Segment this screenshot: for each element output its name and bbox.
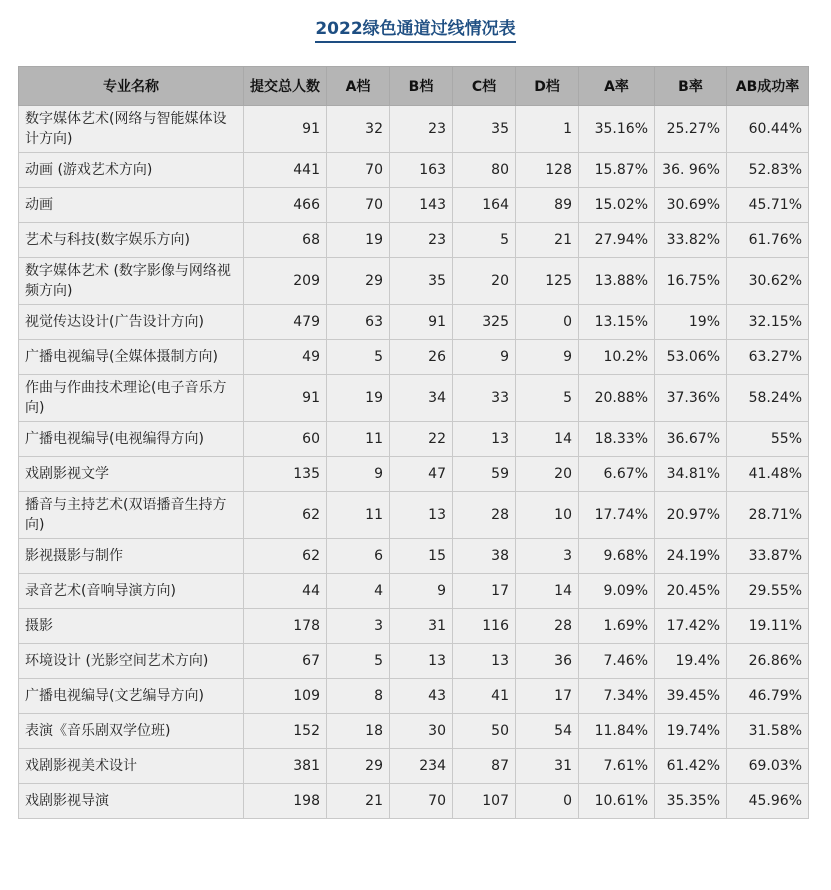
a-count-cell: 5: [327, 340, 390, 375]
col-header-major: 专业名称: [19, 67, 244, 106]
b-rate-cell: 37.36%: [655, 375, 727, 422]
b-count-cell: 234: [390, 749, 453, 784]
ab-rate-cell: 55%: [727, 422, 809, 457]
total-cell: 68: [244, 223, 327, 258]
total-cell: 209: [244, 258, 327, 305]
c-count-cell: 87: [453, 749, 516, 784]
c-count-cell: 20: [453, 258, 516, 305]
major-cell: 戏剧影视美术设计: [19, 749, 244, 784]
d-count-cell: 3: [516, 539, 579, 574]
d-count-cell: 125: [516, 258, 579, 305]
total-cell: 67: [244, 644, 327, 679]
a-rate-cell: 7.34%: [579, 679, 655, 714]
major-cell: 戏剧影视文学: [19, 457, 244, 492]
table-row: [19, 749, 809, 784]
col-header-total: 提交总人数: [244, 67, 327, 106]
a-rate-cell: 10.2%: [579, 340, 655, 375]
d-count-cell: 17: [516, 679, 579, 714]
d-count-cell: 10: [516, 492, 579, 539]
ab-rate-cell: 30.62%: [727, 258, 809, 305]
c-count-cell: 13: [453, 644, 516, 679]
d-count-cell: 20: [516, 457, 579, 492]
b-count-cell: 143: [390, 188, 453, 223]
total-cell: 135: [244, 457, 327, 492]
ab-rate-cell: 52.83%: [727, 153, 809, 188]
total-cell: 60: [244, 422, 327, 457]
ab-rate-cell: 63.27%: [727, 340, 809, 375]
table-row: [19, 644, 809, 679]
a-count-cell: 63: [327, 305, 390, 340]
c-count-cell: 13: [453, 422, 516, 457]
b-count-cell: 23: [390, 106, 453, 153]
d-count-cell: 0: [516, 784, 579, 819]
b-rate-cell: 35.35%: [655, 784, 727, 819]
major-cell: 作曲与作曲技术理论(电子音乐方向): [19, 375, 244, 422]
ab-rate-cell: 29.55%: [727, 574, 809, 609]
major-cell: 视觉传达设计(广告设计方向): [19, 305, 244, 340]
b-rate-cell: 16.75%: [655, 258, 727, 305]
c-count-cell: 325: [453, 305, 516, 340]
a-rate-cell: 18.33%: [579, 422, 655, 457]
c-count-cell: 41: [453, 679, 516, 714]
ab-rate-cell: 45.71%: [727, 188, 809, 223]
a-count-cell: 5: [327, 644, 390, 679]
total-cell: 49: [244, 340, 327, 375]
col-header-ab-rate: AB成功率: [727, 67, 809, 106]
c-count-cell: 9: [453, 340, 516, 375]
a-rate-cell: 7.46%: [579, 644, 655, 679]
d-count-cell: 0: [516, 305, 579, 340]
total-cell: 152: [244, 714, 327, 749]
total-cell: 198: [244, 784, 327, 819]
total-cell: 479: [244, 305, 327, 340]
ab-rate-cell: 41.48%: [727, 457, 809, 492]
a-count-cell: 4: [327, 574, 390, 609]
table-row: [19, 574, 809, 609]
d-count-cell: 14: [516, 422, 579, 457]
d-count-cell: 5: [516, 375, 579, 422]
b-count-cell: 91: [390, 305, 453, 340]
major-cell: 播音与主持艺术(双语播音生持方向): [19, 492, 244, 539]
ab-rate-cell: 26.86%: [727, 644, 809, 679]
a-count-cell: 9: [327, 457, 390, 492]
a-count-cell: 8: [327, 679, 390, 714]
total-cell: 62: [244, 539, 327, 574]
b-count-cell: 70: [390, 784, 453, 819]
a-count-cell: 70: [327, 188, 390, 223]
total-cell: 178: [244, 609, 327, 644]
a-count-cell: 19: [327, 375, 390, 422]
a-rate-cell: 6.67%: [579, 457, 655, 492]
b-count-cell: 23: [390, 223, 453, 258]
table-body: [19, 106, 809, 819]
a-rate-cell: 15.02%: [579, 188, 655, 223]
a-rate-cell: 11.84%: [579, 714, 655, 749]
a-rate-cell: 13.88%: [579, 258, 655, 305]
a-count-cell: 18: [327, 714, 390, 749]
b-count-cell: 13: [390, 644, 453, 679]
b-rate-cell: 20.97%: [655, 492, 727, 539]
a-rate-cell: 35.16%: [579, 106, 655, 153]
b-rate-cell: 30.69%: [655, 188, 727, 223]
total-cell: 381: [244, 749, 327, 784]
major-cell: 广播电视编导(文艺编导方向): [19, 679, 244, 714]
ab-rate-cell: 19.11%: [727, 609, 809, 644]
d-count-cell: 1: [516, 106, 579, 153]
col-header-a: A档: [327, 67, 390, 106]
b-count-cell: 34: [390, 375, 453, 422]
major-cell: 摄影: [19, 609, 244, 644]
b-count-cell: 35: [390, 258, 453, 305]
total-cell: 441: [244, 153, 327, 188]
a-rate-cell: 10.61%: [579, 784, 655, 819]
pass-rate-table: [18, 66, 809, 819]
col-header-b: B档: [390, 67, 453, 106]
b-count-cell: 26: [390, 340, 453, 375]
b-count-cell: 163: [390, 153, 453, 188]
major-cell: 数字媒体艺术 (数字影像与网络视频方向): [19, 258, 244, 305]
table-row: [19, 609, 809, 644]
a-count-cell: 11: [327, 492, 390, 539]
total-cell: 44: [244, 574, 327, 609]
col-header-d: D档: [516, 67, 579, 106]
table-row: [19, 539, 809, 574]
d-count-cell: 54: [516, 714, 579, 749]
table-row: [19, 188, 809, 223]
c-count-cell: 5: [453, 223, 516, 258]
d-count-cell: 128: [516, 153, 579, 188]
ab-rate-cell: 28.71%: [727, 492, 809, 539]
ab-rate-cell: 60.44%: [727, 106, 809, 153]
d-count-cell: 21: [516, 223, 579, 258]
a-count-cell: 29: [327, 258, 390, 305]
col-header-b-rate: B率: [655, 67, 727, 106]
ab-rate-cell: 45.96%: [727, 784, 809, 819]
table-row: [19, 340, 809, 375]
a-count-cell: 32: [327, 106, 390, 153]
c-count-cell: 35: [453, 106, 516, 153]
total-cell: 109: [244, 679, 327, 714]
a-rate-cell: 17.74%: [579, 492, 655, 539]
major-cell: 录音艺术(音响导演方向): [19, 574, 244, 609]
table-row: [19, 784, 809, 819]
total-cell: 62: [244, 492, 327, 539]
b-rate-cell: 39.45%: [655, 679, 727, 714]
major-cell: 戏剧影视导演: [19, 784, 244, 819]
ab-rate-cell: 46.79%: [727, 679, 809, 714]
b-rate-cell: 53.06%: [655, 340, 727, 375]
c-count-cell: 80: [453, 153, 516, 188]
c-count-cell: 17: [453, 574, 516, 609]
b-count-cell: 15: [390, 539, 453, 574]
major-cell: 环境设计 (光影空间艺术方向): [19, 644, 244, 679]
b-rate-cell: 24.19%: [655, 539, 727, 574]
c-count-cell: 116: [453, 609, 516, 644]
table-row: [19, 223, 809, 258]
a-count-cell: 21: [327, 784, 390, 819]
a-count-cell: 19: [327, 223, 390, 258]
major-cell: 表演《音乐剧双学位班): [19, 714, 244, 749]
table-row: [19, 492, 809, 539]
header-row: [19, 67, 809, 106]
table-row: [19, 375, 809, 422]
major-cell: 广播电视编导(电视编得方向): [19, 422, 244, 457]
a-rate-cell: 27.94%: [579, 223, 655, 258]
c-count-cell: 164: [453, 188, 516, 223]
b-rate-cell: 19%: [655, 305, 727, 340]
b-rate-cell: 61.42%: [655, 749, 727, 784]
total-cell: 91: [244, 375, 327, 422]
b-count-cell: 31: [390, 609, 453, 644]
d-count-cell: 28: [516, 609, 579, 644]
a-count-cell: 70: [327, 153, 390, 188]
d-count-cell: 36: [516, 644, 579, 679]
major-cell: 数字媒体艺术(网络与智能媒体设计方向): [19, 106, 244, 153]
b-rate-cell: 17.42%: [655, 609, 727, 644]
b-rate-cell: 33.82%: [655, 223, 727, 258]
c-count-cell: 59: [453, 457, 516, 492]
d-count-cell: 89: [516, 188, 579, 223]
major-cell: 动画 (游戏艺术方向): [19, 153, 244, 188]
b-count-cell: 43: [390, 679, 453, 714]
ab-rate-cell: 31.58%: [727, 714, 809, 749]
a-rate-cell: 9.68%: [579, 539, 655, 574]
a-rate-cell: 1.69%: [579, 609, 655, 644]
b-count-cell: 30: [390, 714, 453, 749]
table-row: [19, 422, 809, 457]
table-row: [19, 305, 809, 340]
b-count-cell: 47: [390, 457, 453, 492]
table-row: [19, 258, 809, 305]
major-cell: 影视摄影与制作: [19, 539, 244, 574]
major-cell: 广播电视编导(全媒体摄制方向): [19, 340, 244, 375]
ab-rate-cell: 69.03%: [727, 749, 809, 784]
ab-rate-cell: 61.76%: [727, 223, 809, 258]
b-rate-cell: 36. 96%: [655, 153, 727, 188]
b-rate-cell: 20.45%: [655, 574, 727, 609]
c-count-cell: 33: [453, 375, 516, 422]
table-row: [19, 153, 809, 188]
b-count-cell: 13: [390, 492, 453, 539]
b-rate-cell: 34.81%: [655, 457, 727, 492]
b-rate-cell: 19.4%: [655, 644, 727, 679]
c-count-cell: 28: [453, 492, 516, 539]
a-rate-cell: 13.15%: [579, 305, 655, 340]
title-container: [0, 0, 831, 38]
c-count-cell: 107: [453, 784, 516, 819]
d-count-cell: 14: [516, 574, 579, 609]
a-count-cell: 6: [327, 539, 390, 574]
ab-rate-cell: 32.15%: [727, 305, 809, 340]
page-title: 2022绿色通道过线情况表: [315, 14, 515, 43]
table-row: [19, 679, 809, 714]
table-row: [19, 457, 809, 492]
ab-rate-cell: 58.24%: [727, 375, 809, 422]
a-rate-cell: 20.88%: [579, 375, 655, 422]
col-header-c: C档: [453, 67, 516, 106]
d-count-cell: 9: [516, 340, 579, 375]
a-rate-cell: 15.87%: [579, 153, 655, 188]
col-header-a-rate: A率: [579, 67, 655, 106]
major-cell: 动画: [19, 188, 244, 223]
a-count-cell: 3: [327, 609, 390, 644]
major-cell: 艺术与科技(数字娱乐方向): [19, 223, 244, 258]
b-count-cell: 9: [390, 574, 453, 609]
a-rate-cell: 7.61%: [579, 749, 655, 784]
table-row: [19, 714, 809, 749]
c-count-cell: 50: [453, 714, 516, 749]
total-cell: 91: [244, 106, 327, 153]
a-rate-cell: 9.09%: [579, 574, 655, 609]
ab-rate-cell: 33.87%: [727, 539, 809, 574]
b-rate-cell: 36.67%: [655, 422, 727, 457]
d-count-cell: 31: [516, 749, 579, 784]
a-count-cell: 11: [327, 422, 390, 457]
c-count-cell: 38: [453, 539, 516, 574]
b-rate-cell: 25.27%: [655, 106, 727, 153]
a-count-cell: 29: [327, 749, 390, 784]
total-cell: 466: [244, 188, 327, 223]
b-count-cell: 22: [390, 422, 453, 457]
b-rate-cell: 19.74%: [655, 714, 727, 749]
table-row: [19, 106, 809, 153]
